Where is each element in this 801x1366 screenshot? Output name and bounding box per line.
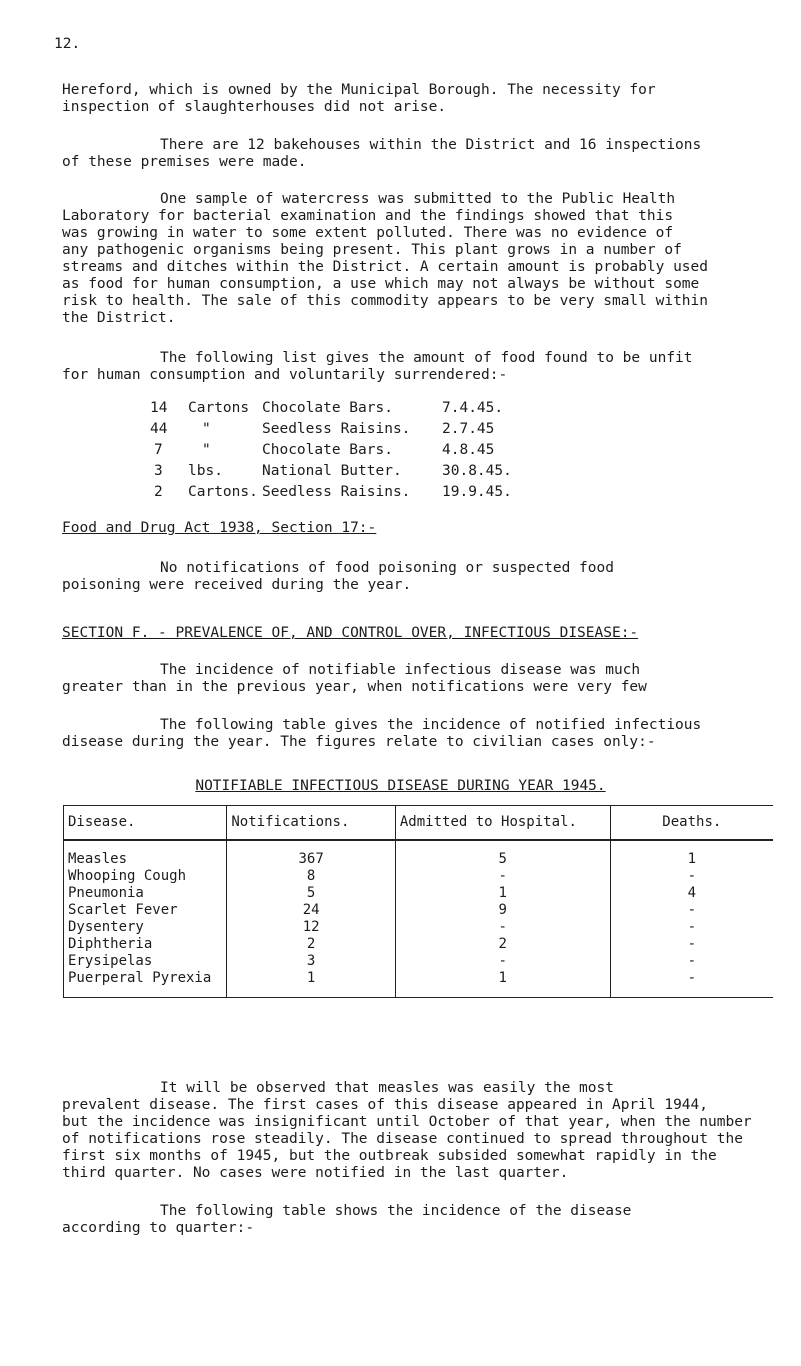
- cell-admitted: 5: [395, 840, 610, 868]
- para-3-line-6: as food for human consumption, a use which may not always be without some: [62, 276, 700, 292]
- food-list-item: [150, 398, 532, 419]
- table-row: [64, 919, 774, 936]
- para-7-line-1: The following table gives the incidence of notified infectious: [160, 717, 702, 733]
- cell-admitted: 1: [395, 970, 610, 998]
- food-unit: Cartons.: [188, 484, 258, 500]
- cell-notifications: 24: [227, 902, 396, 919]
- cell-deaths: -: [610, 936, 773, 953]
- para-6-line-1: The incidence of notifiable infectious disease was much: [160, 662, 641, 678]
- food-qty: 14: [150, 400, 168, 416]
- food-code: 19.9.45.: [442, 484, 512, 500]
- cell-deaths: 1: [610, 840, 773, 868]
- para-3-line-1: One sample of watercress was submitted to the Public Health: [160, 191, 676, 207]
- food-list-item: [150, 461, 532, 482]
- table-title: NOTIFIABLE INFECTIOUS DISEASE DURING YEAR 1945.: [195, 778, 606, 794]
- cell-disease: Dysentery: [64, 919, 227, 936]
- food-code: 2.7.45: [442, 421, 495, 437]
- cell-deaths: -: [610, 902, 773, 919]
- cell-admitted: -: [395, 953, 610, 970]
- para-2-line-1: There are 12 bakehouses within the District and 16 inspections: [160, 137, 702, 153]
- cell-disease: Whooping Cough: [64, 868, 227, 885]
- food-item: National Butter.: [262, 463, 402, 479]
- para-5-line-2: poisoning were received during the year.: [62, 577, 412, 593]
- food-list-item: [150, 440, 532, 461]
- food-qty: 7: [154, 442, 163, 458]
- para-4-line-2: for human consumption and voluntarily surrendered:-: [62, 367, 508, 383]
- header-deaths: Deaths.: [610, 806, 773, 841]
- para-3-line-8: the District.: [62, 310, 176, 326]
- cell-notifications: 12: [227, 919, 396, 936]
- header-admitted: Admitted to Hospital.: [395, 806, 610, 841]
- food-item: Seedless Raisins.: [262, 421, 411, 437]
- cell-notifications: 5: [227, 885, 396, 902]
- para-3-line-7: risk to health. The sale of this commodity appears to be very small within: [62, 293, 709, 309]
- header-notifications: Notifications.: [227, 806, 396, 841]
- section-f-heading: SECTION F. - PREVALENCE OF, AND CONTROL OVER, INFECTIOUS DISEASE:-: [62, 625, 639, 641]
- page-number: 12.: [54, 36, 81, 52]
- table-row: [64, 953, 774, 970]
- cell-admitted: 1: [395, 885, 610, 902]
- cell-deaths: -: [610, 919, 773, 936]
- cell-disease: Erysipelas: [64, 953, 227, 970]
- cell-disease: Pneumonia: [64, 885, 227, 902]
- cell-admitted: 2: [395, 936, 610, 953]
- para-3-line-4: any pathogenic organisms being present. This plant grows in a number of: [62, 242, 682, 258]
- cell-deaths: -: [610, 953, 773, 970]
- header-disease: Disease.: [64, 806, 227, 841]
- para-3-line-5: streams and ditches within the District. A certain amount is probably used: [62, 259, 709, 275]
- para-1-line-1: Hereford, which is owned by the Municipal Borough. The necessity for: [62, 82, 656, 98]
- food-item: Chocolate Bars.: [262, 400, 393, 416]
- para-6-line-2: greater than in the previous year, when notifications were very few: [62, 679, 647, 695]
- cell-notifications: 8: [227, 868, 396, 885]
- food-item: Seedless Raisins.: [262, 484, 411, 500]
- para-9-line-2: according to quarter:-: [62, 1220, 255, 1236]
- table-row: [64, 936, 774, 953]
- para-3-line-3: was growing in water to some extent polluted. There was no evidence of: [62, 225, 674, 241]
- cell-admitted: 9: [395, 902, 610, 919]
- table-row: [64, 868, 774, 885]
- food-code: 30.8.45.: [442, 463, 512, 479]
- para-8-line-5: first six months of 1945, but the outbreak subsided somewhat rapidly in the: [62, 1148, 717, 1164]
- food-code: 4.8.45: [442, 442, 495, 458]
- food-surrender-list: [150, 398, 532, 503]
- food-code: 7.4.45.: [442, 400, 504, 416]
- food-qty: 44: [150, 421, 168, 437]
- para-5-line-1: No notifications of food poisoning or suspected food: [160, 560, 614, 576]
- table-row: [64, 840, 774, 868]
- food-list-item: [150, 419, 532, 440]
- cell-disease: Scarlet Fever: [64, 902, 227, 919]
- table-row: [64, 902, 774, 919]
- para-7-line-2: disease during the year. The figures relate to civilian cases only:-: [62, 734, 656, 750]
- cell-notifications: 2: [227, 936, 396, 953]
- table-row: [64, 970, 774, 998]
- cell-admitted: -: [395, 868, 610, 885]
- food-list-item: [150, 482, 532, 503]
- cell-admitted: -: [395, 919, 610, 936]
- food-item: Chocolate Bars.: [262, 442, 393, 458]
- cell-deaths: -: [610, 868, 773, 885]
- food-qty: 2: [154, 484, 163, 500]
- para-2-line-2: of these premises were made.: [62, 154, 307, 170]
- cell-deaths: 4: [610, 885, 773, 902]
- cell-deaths: -: [610, 970, 773, 998]
- food-drug-act-heading: Food and Drug Act 1938, Section 17:-: [62, 520, 377, 536]
- para-8-line-3: but the incidence was insignificant until October of that year, when the number: [62, 1114, 752, 1130]
- table-row: [64, 885, 774, 902]
- food-unit: Cartons: [188, 400, 250, 416]
- para-8-line-4: of notifications rose steadily. The disease continued to spread throughout the: [62, 1131, 743, 1147]
- cell-notifications: 3: [227, 953, 396, 970]
- food-unit: ": [202, 442, 211, 458]
- para-1-line-2: inspection of slaughterhouses did not arise.: [62, 99, 447, 115]
- para-4-line-1: The following list gives the amount of food found to be unfit: [160, 350, 693, 366]
- para-8-line-2: prevalent disease. The first cases of this disease appeared in April 1944,: [62, 1097, 709, 1113]
- cell-disease: Diphtheria: [64, 936, 227, 953]
- cell-disease: Puerperal Pyrexia: [64, 970, 227, 998]
- food-unit: lbs.: [188, 463, 223, 479]
- table-header-row: [64, 806, 774, 841]
- para-8-line-1: It will be observed that measles was easily the most: [160, 1080, 614, 1096]
- notifiable-disease-table: [63, 805, 773, 998]
- cell-disease: Measles: [64, 840, 227, 868]
- food-qty: 3: [154, 463, 163, 479]
- para-3-line-2: Laboratory for bacterial examination and the findings showed that this: [62, 208, 674, 224]
- cell-notifications: 367: [227, 840, 396, 868]
- food-unit: ": [202, 421, 211, 437]
- para-8-line-6: third quarter. No cases were notified in the last quarter.: [62, 1165, 569, 1181]
- para-9-line-1: The following table shows the incidence of the disease: [160, 1203, 632, 1219]
- cell-notifications: 1: [227, 970, 396, 998]
